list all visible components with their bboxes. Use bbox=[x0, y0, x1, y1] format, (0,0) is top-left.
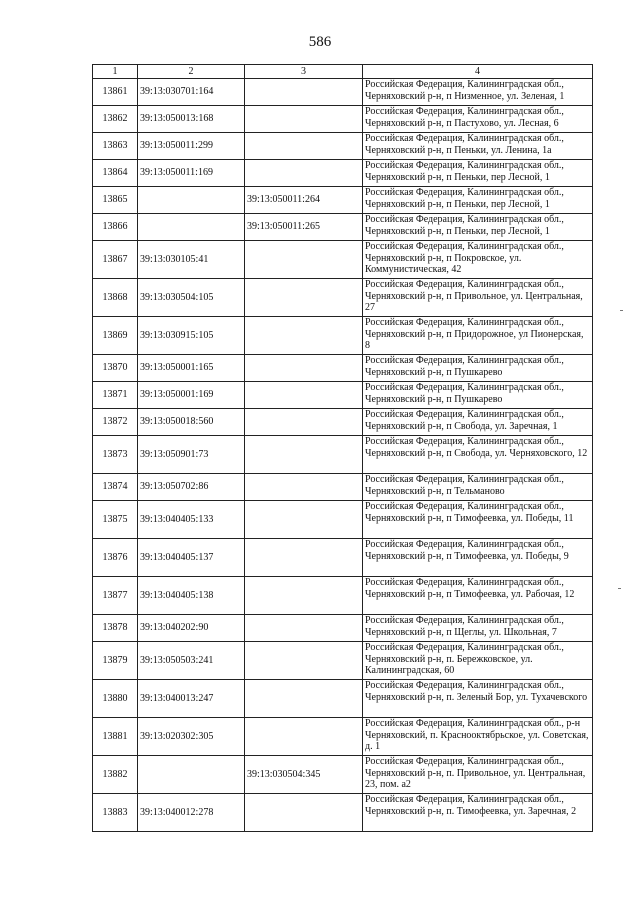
cadastral-number-building bbox=[245, 279, 363, 317]
header-row bbox=[93, 65, 593, 79]
table-row bbox=[93, 279, 593, 317]
address-cell: Российская Федерация, Калининградская обл., Черняховский р-н, п Пеньки, пер Лесной, 1 bbox=[363, 187, 593, 214]
cadastral-number-building bbox=[245, 106, 363, 133]
cadastral-number-building: 39:13:050011:265 bbox=[245, 214, 363, 241]
address-cell: Российская Федерация, Калининградская обл., Черняховский р-н, п Привольное, ул. Центральная, 27 bbox=[363, 279, 593, 317]
registry-table bbox=[92, 64, 593, 832]
cadastral-number-building bbox=[245, 642, 363, 680]
row-number: 13878 bbox=[93, 615, 138, 642]
address-cell: Российская Федерация, Калининградская обл., р-н Черняховский, п. Краснооктябрьское, ул. Советская, д. 1 bbox=[363, 718, 593, 756]
cadastral-number-land: 39:13:050702:86 bbox=[138, 474, 245, 501]
page-number: 586 bbox=[308, 34, 332, 50]
cadastral-number-land: 39:13:050018:560 bbox=[138, 409, 245, 436]
address-cell: Российская Федерация, Калининградская обл., Черняховский р-н, п Пеньки, пер Лесной, 1 bbox=[363, 160, 593, 187]
table-row bbox=[93, 718, 593, 756]
cadastral-number-building bbox=[245, 680, 363, 718]
table-row bbox=[93, 794, 593, 832]
table-row bbox=[93, 79, 593, 106]
address-cell: Российская Федерация, Калининградская обл., Черняховский р-н, п Пеньки, ул. Ленина, 1а bbox=[363, 133, 593, 160]
address-cell: Российская Федерация, Калининградская обл., Черняховский р-н, п Свобода, ул. Черняховского, 12 bbox=[363, 436, 593, 474]
address-cell: Российская Федерация, Калининградская обл., Черняховский р-н, п Пеньки, пер Лесной, 1 bbox=[363, 214, 593, 241]
cadastral-number-land: 39:13:050011:299 bbox=[138, 133, 245, 160]
row-number: 13876 bbox=[93, 539, 138, 577]
column-header-address: 4 bbox=[363, 65, 593, 79]
cadastral-number-land: 39:13:040405:133 bbox=[138, 501, 245, 539]
cadastral-number-land: 39:13:050001:165 bbox=[138, 355, 245, 382]
cadastral-number-land: 39:13:050001:169 bbox=[138, 382, 245, 409]
row-number: 13883 bbox=[93, 794, 138, 832]
table-row bbox=[93, 355, 593, 382]
row-number: 13880 bbox=[93, 680, 138, 718]
cadastral-number-building bbox=[245, 160, 363, 187]
address-cell: Российская Федерация, Калининградская обл., Черняховский р-н, п Тимофеевка, ул. Победы, 9 bbox=[363, 539, 593, 577]
table-row bbox=[93, 241, 593, 279]
table-row bbox=[93, 615, 593, 642]
row-number: 13879 bbox=[93, 642, 138, 680]
address-cell: Российская Федерация, Калининградская обл., Черняховский р-н, п Пастухово, ул. Лесная, 6 bbox=[363, 106, 593, 133]
cadastral-number-building bbox=[245, 355, 363, 382]
address-cell: Российская Федерация, Калининградская обл., Черняховский р-н, п Свобода, ул. Заречная, 1 bbox=[363, 409, 593, 436]
address-cell: Российская Федерация, Калининградская обл., Черняховский р-н, п Пушкарево bbox=[363, 382, 593, 409]
cadastral-number-building bbox=[245, 539, 363, 577]
cadastral-number-land: 39:13:050011:169 bbox=[138, 160, 245, 187]
cadastral-number-building bbox=[245, 577, 363, 615]
cadastral-number-building bbox=[245, 794, 363, 832]
cadastral-number-building bbox=[245, 474, 363, 501]
row-number: 13875 bbox=[93, 501, 138, 539]
address-cell: Российская Федерация, Калининградская обл., Черняховский р-н, п. Тимофеевка, ул. Заречная, 2 bbox=[363, 794, 593, 832]
table-row bbox=[93, 642, 593, 680]
row-number: 13863 bbox=[93, 133, 138, 160]
row-number: 13877 bbox=[93, 577, 138, 615]
table-row bbox=[93, 106, 593, 133]
scan-speck bbox=[618, 588, 621, 589]
cadastral-number-land: 39:13:030504:105 bbox=[138, 279, 245, 317]
row-number: 13866 bbox=[93, 214, 138, 241]
cadastral-number-building: 39:13:050011:264 bbox=[245, 187, 363, 214]
row-number: 13867 bbox=[93, 241, 138, 279]
cadastral-number-land: 39:13:030105:41 bbox=[138, 241, 245, 279]
table-row bbox=[93, 501, 593, 539]
cadastral-number-land: 39:13:050503:241 bbox=[138, 642, 245, 680]
address-cell: Российская Федерация, Калининградская обл., Черняховский р-н, п Тимофеевка, ул. Рабочая, 12 bbox=[363, 577, 593, 615]
table-row bbox=[93, 436, 593, 474]
cadastral-number-land: 39:13:040405:137 bbox=[138, 539, 245, 577]
cadastral-number-building bbox=[245, 241, 363, 279]
row-number: 13882 bbox=[93, 756, 138, 794]
cadastral-number-land: 39:13:040202:90 bbox=[138, 615, 245, 642]
cadastral-number-land: 39:13:050013:168 bbox=[138, 106, 245, 133]
cadastral-number-building bbox=[245, 436, 363, 474]
address-cell: Российская Федерация, Калининградская обл., Черняховский р-н, п Тимофеевка, ул. Победы, 11 bbox=[363, 501, 593, 539]
row-number: 13874 bbox=[93, 474, 138, 501]
table-row bbox=[93, 214, 593, 241]
table-row bbox=[93, 680, 593, 718]
cadastral-number-land: 39:13:020302:305 bbox=[138, 718, 245, 756]
address-cell: Российская Федерация, Калининградская обл., Черняховский р-н, п Тельманово bbox=[363, 474, 593, 501]
cadastral-number-land: 39:13:050901:73 bbox=[138, 436, 245, 474]
cadastral-number-land: 39:13:040405:138 bbox=[138, 577, 245, 615]
cadastral-number-building bbox=[245, 409, 363, 436]
cadastral-number-building bbox=[245, 501, 363, 539]
address-cell: Российская Федерация, Калининградская обл., Черняховский р-н, п. Зеленый Бор, ул. Тухачевского bbox=[363, 680, 593, 718]
row-number: 13872 bbox=[93, 409, 138, 436]
cadastral-number-building bbox=[245, 718, 363, 756]
cadastral-number-land: 39:13:040013:247 bbox=[138, 680, 245, 718]
cadastral-number-land: 39:13:030915:105 bbox=[138, 317, 245, 355]
scan-speck bbox=[620, 310, 623, 311]
row-number: 13868 bbox=[93, 279, 138, 317]
cadastral-number-building bbox=[245, 317, 363, 355]
table-row bbox=[93, 133, 593, 160]
address-cell: Российская Федерация, Калининградская обл., Черняховский р-н, п. Бережковское, ул. Калининградская, 60 bbox=[363, 642, 593, 680]
column-header-number: 1 bbox=[93, 65, 138, 79]
row-number: 13865 bbox=[93, 187, 138, 214]
cadastral-number-land bbox=[138, 187, 245, 214]
table-row bbox=[93, 317, 593, 355]
cadastral-number-building bbox=[245, 133, 363, 160]
address-cell: Российская Федерация, Калининградская обл., Черняховский р-н, п. Привольное, ул. Центральная, 23, пом. а2 bbox=[363, 756, 593, 794]
cadastral-number-land bbox=[138, 214, 245, 241]
address-cell: Российская Федерация, Калининградская обл., Черняховский р-н, п Низменное, ул. Зеленая, 1 bbox=[363, 79, 593, 106]
address-cell: Российская Федерация, Калининградская обл., Черняховский р-н, п Щеглы, ул. Школьная, 7 bbox=[363, 615, 593, 642]
row-number: 13873 bbox=[93, 436, 138, 474]
row-number: 13869 bbox=[93, 317, 138, 355]
cadastral-number-land: 39:13:040012:278 bbox=[138, 794, 245, 832]
table-row bbox=[93, 160, 593, 187]
table-row bbox=[93, 577, 593, 615]
row-number: 13870 bbox=[93, 355, 138, 382]
table-row bbox=[93, 474, 593, 501]
row-number: 13871 bbox=[93, 382, 138, 409]
table-row bbox=[93, 756, 593, 794]
row-number: 13861 bbox=[93, 79, 138, 106]
column-header-cadastral-building: 3 bbox=[245, 65, 363, 79]
table-row bbox=[93, 382, 593, 409]
cadastral-number-land: 39:13:030701:164 bbox=[138, 79, 245, 106]
column-header-cadastral-land: 2 bbox=[138, 65, 245, 79]
cadastral-number-building: 39:13:030504:345 bbox=[245, 756, 363, 794]
row-number: 13862 bbox=[93, 106, 138, 133]
row-number: 13864 bbox=[93, 160, 138, 187]
address-cell: Российская Федерация, Калининградская обл., Черняховский р-н, п Покровское, ул. Коммунистическая, 42 bbox=[363, 241, 593, 279]
address-cell: Российская Федерация, Калининградская обл., Черняховский р-н, п Пушкарево bbox=[363, 355, 593, 382]
table-row bbox=[93, 409, 593, 436]
cadastral-number-land bbox=[138, 756, 245, 794]
table-row bbox=[93, 539, 593, 577]
row-number: 13881 bbox=[93, 718, 138, 756]
cadastral-number-building bbox=[245, 79, 363, 106]
cadastral-number-building bbox=[245, 615, 363, 642]
address-cell: Российская Федерация, Калининградская обл., Черняховский р-н, п Придорожное, ул Пионерская, 8 bbox=[363, 317, 593, 355]
cadastral-number-building bbox=[245, 382, 363, 409]
table-row bbox=[93, 187, 593, 214]
